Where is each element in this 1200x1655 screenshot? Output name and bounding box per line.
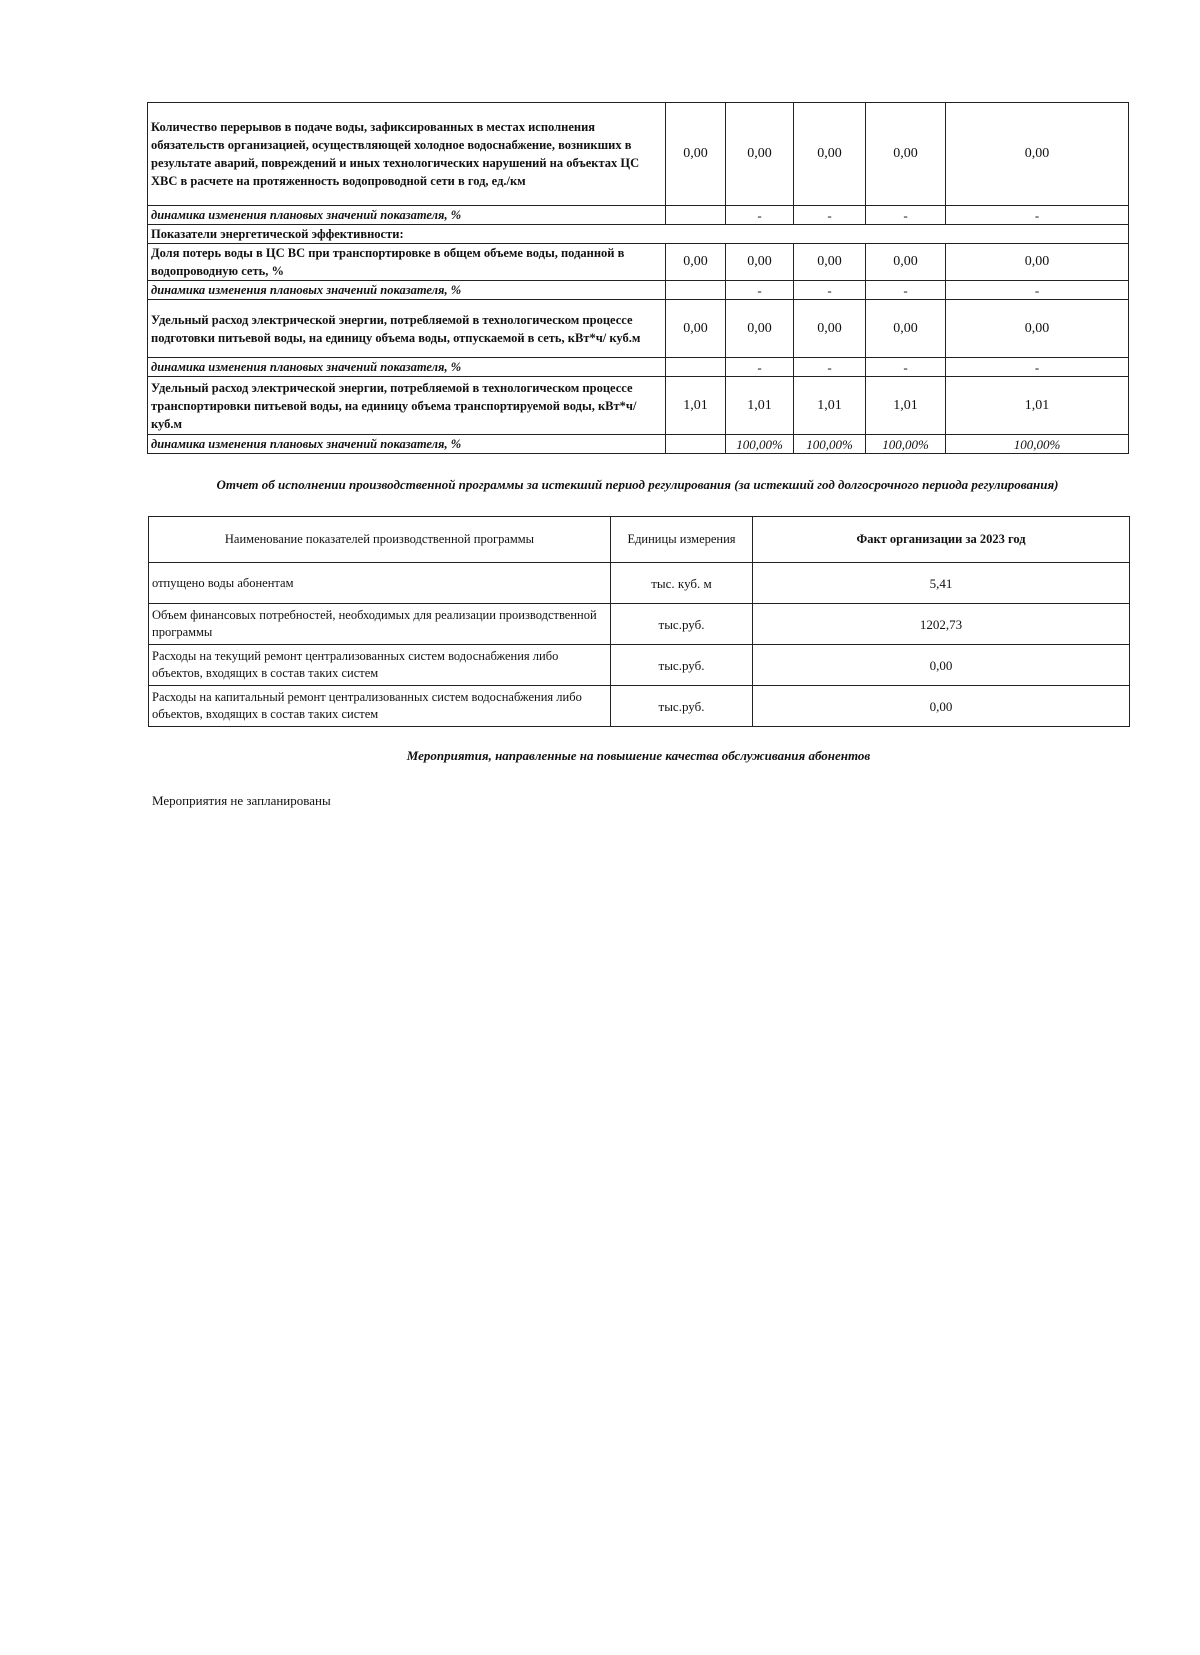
column-header-unit: Единицы измерения [611,517,753,563]
dynamics-value: 100,00% [866,435,946,454]
column-header-name: Наименование показателей производственной программы [149,517,611,563]
column-header-fact: Факт организации за 2023 год [753,517,1130,563]
indicator-value: 0,00 [866,244,946,281]
program-indicator-unit: тыс.руб. [611,686,753,727]
report-caption: Отчет об исполнении производственной программы за истекший период регулирования (за истекший год долгосрочного периода регулирования) [216,477,1059,492]
dynamics-value [666,206,726,225]
dynamics-value: 100,00% [794,435,866,454]
indicator-value: 0,00 [794,103,866,206]
table-row [148,206,1129,225]
table-row [148,300,1129,358]
program-indicator-value: 0,00 [753,645,1130,686]
indicator-value: 0,00 [726,103,794,206]
program-indicator-name: Объем финансовых потребностей, необходимых для реализации производственной программы [149,604,611,645]
indicator-value: 1,01 [794,377,866,435]
dynamics-value: - [794,206,866,225]
indicator-value: 1,01 [666,377,726,435]
indicator-value: 0,00 [946,300,1129,358]
table-row [148,377,1129,435]
indicator-value: 0,00 [666,103,726,206]
dynamics-value: - [794,358,866,377]
table-row [149,604,1130,645]
dynamics-value: - [946,358,1129,377]
dynamics-label: динамика изменения плановых значений показателя, % [148,206,666,225]
dynamics-value: - [726,281,794,300]
program-indicator-unit: тыс.руб. [611,645,753,686]
dynamics-value: - [866,281,946,300]
indicator-value: 0,00 [666,300,726,358]
table-row [148,103,1129,206]
indicator-value: 0,00 [866,103,946,206]
dynamics-value: - [946,281,1129,300]
indicator-name: Удельный расход электрической энергии, потребляемой в технологическом процессе транспортировки питьевой воды, на единицу объема транспортируемой воды, кВт*ч/ куб.м [148,377,666,435]
measures-note: Мероприятия не запланированы [152,793,331,808]
indicator-value: 0,00 [726,244,794,281]
indicator-value: 1,01 [946,377,1129,435]
indicator-value: 0,00 [794,244,866,281]
table-row [148,281,1129,300]
indicator-value: 0,00 [726,300,794,358]
table-row [148,358,1129,377]
dynamics-value: - [726,206,794,225]
indicator-name: Доля потерь воды в ЦС ВС при транспортировке в общем объеме воды, поданной в водопроводную сеть, % [148,244,666,281]
table-row [149,563,1130,604]
dynamics-value [666,281,726,300]
dynamics-value: - [794,281,866,300]
dynamics-value [666,435,726,454]
program-indicator-name: отпущено воды абонентам [149,563,611,604]
table-row [148,244,1129,281]
program-indicator-value: 0,00 [753,686,1130,727]
dynamics-value [666,358,726,377]
indicator-name: Удельный расход электрической энергии, потребляемой в технологическом процессе подготовки питьевой воды, на единицу объема воды, отпускаемой в сеть, кВт*ч/ куб.м [148,300,666,358]
dynamics-value: 100,00% [946,435,1129,454]
indicators-table [147,102,1129,454]
program-indicator-unit: тыс. куб. м [611,563,753,604]
table-row [148,225,1129,244]
indicator-value: 0,00 [866,300,946,358]
indicator-value: 0,00 [946,103,1129,206]
production-program-table [148,516,1130,727]
dynamics-value: - [866,358,946,377]
section-heading: Показатели энергетической эффективности: [148,225,1129,244]
program-indicator-name: Расходы на капитальный ремонт централизованных систем водоснабжения либо объектов, входящих в состав таких систем [149,686,611,727]
table-row [149,645,1130,686]
dynamics-label: динамика изменения плановых значений показателя, % [148,281,666,300]
indicator-name: Количество перерывов в подаче воды, зафиксированных в местах исполнения обязательств организацией, осуществляющей холодное водоснабжение, возникших в результате аварий, повреждений и иных технологических нарушений на объектах ЦС ХВС в расчете на протяженность водопроводной сети в год, ед./км [148,103,666,206]
dynamics-value: 100,00% [726,435,794,454]
dynamics-value: - [866,206,946,225]
indicator-value: 0,00 [946,244,1129,281]
indicator-value: 1,01 [866,377,946,435]
indicator-value: 1,01 [726,377,794,435]
dynamics-label: динамика изменения плановых значений показателя, % [148,435,666,454]
indicator-value: 0,00 [794,300,866,358]
dynamics-value: - [946,206,1129,225]
table-row [149,686,1130,727]
dynamics-label: динамика изменения плановых значений показателя, % [148,358,666,377]
program-indicator-unit: тыс.руб. [611,604,753,645]
measures-caption: Мероприятия, направленные на повышение качества обслуживания абонентов [406,748,871,763]
indicator-value: 0,00 [666,244,726,281]
dynamics-value: - [726,358,794,377]
table-row [148,435,1129,454]
program-indicator-name: Расходы на текущий ремонт централизованных систем водоснабжения либо объектов, входящих в состав таких систем [149,645,611,686]
program-indicator-value: 1202,73 [753,604,1130,645]
program-indicator-value: 5,41 [753,563,1130,604]
table-header-row [149,517,1130,563]
